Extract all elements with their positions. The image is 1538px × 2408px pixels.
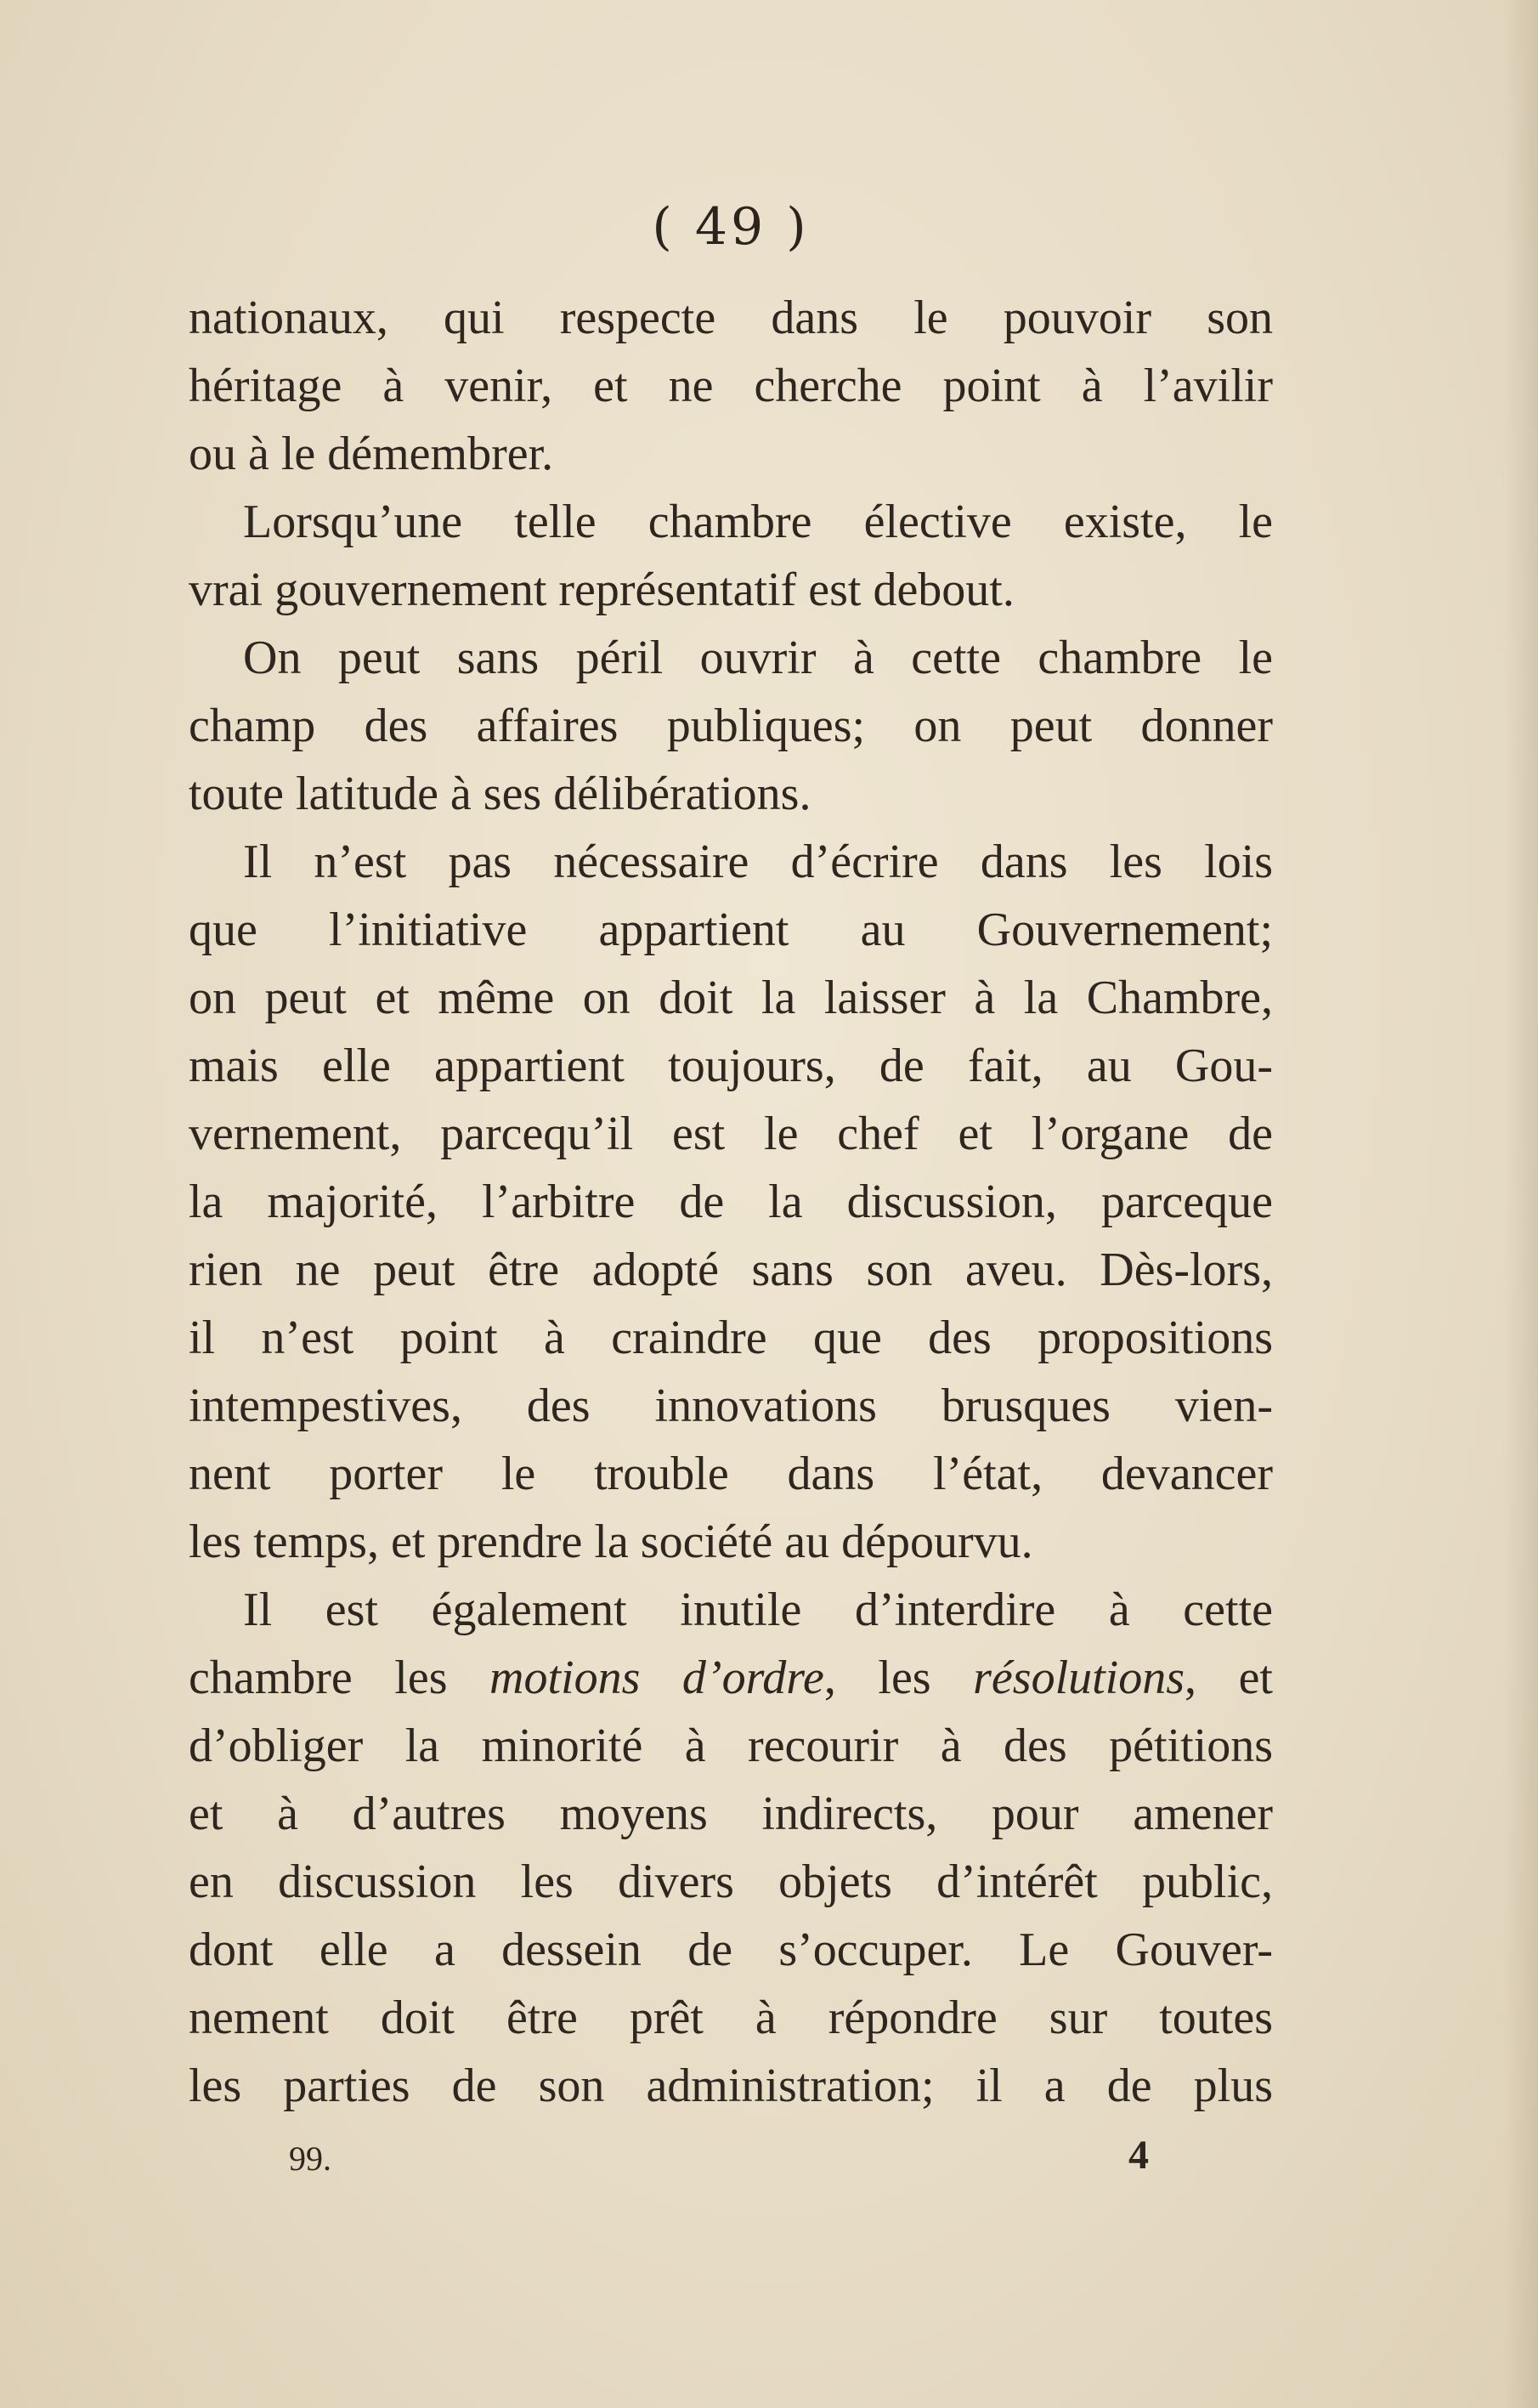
page-footer bbox=[0, 2133, 1538, 2190]
sheet-number: 4 bbox=[1128, 2133, 1149, 2178]
text-line: nationaux, qui respecte dans le pouvoir son bbox=[189, 292, 1273, 344]
text-line: la majorité, l’arbitre de la discussion, parceque bbox=[189, 1176, 1273, 1228]
text-line bbox=[189, 1644, 1273, 1712]
text-line: et à d’autres moyens indirects, pour amener bbox=[189, 1788, 1273, 1840]
signature-mark: 99. bbox=[289, 2139, 331, 2178]
text-line: Il n’est pas nécessaire d’écrire dans les lois bbox=[243, 836, 1273, 888]
text-line: les parties de son administration; il a de plus bbox=[189, 2060, 1273, 2112]
text-line: vrai gouvernement représentatif est debout. bbox=[189, 564, 1015, 616]
text-line: vernement, parcequ’il est le chef et l’organe de bbox=[189, 1108, 1273, 1160]
text-line: héritage à venir, et ne cherche point à l’avilir bbox=[189, 360, 1273, 412]
text-segment: chambre les bbox=[189, 1652, 490, 1704]
text-segment: , les bbox=[823, 1652, 974, 1704]
text-segment: , et bbox=[1185, 1652, 1273, 1704]
text-line: Lorsqu’une telle chambre élective existe, le bbox=[243, 496, 1273, 548]
italic-phrase: motions d’ordre bbox=[489, 1652, 824, 1704]
text-line: ou à le démembrer. bbox=[189, 428, 554, 480]
text-line: rien ne peut être adopté sans son aveu. Dès-lors, bbox=[189, 1244, 1273, 1296]
text-line: en discussion les divers objets d’intérêt public, bbox=[189, 1856, 1273, 1908]
text-line: les temps, et prendre la société au dépourvu. bbox=[189, 1516, 1033, 1568]
italic-phrase: résolutions bbox=[973, 1652, 1185, 1704]
text-line: toute latitude à ses délibérations. bbox=[189, 768, 811, 820]
text-line: On peut sans péril ouvrir à cette chambre le bbox=[243, 632, 1273, 684]
text-line: nent porter le trouble dans l’état, devancer bbox=[189, 1448, 1273, 1500]
text-line: dont elle a dessein de s’occuper. Le Gouver- bbox=[189, 1924, 1273, 1976]
text-line: il n’est point à craindre que des propositions bbox=[189, 1312, 1273, 1364]
text-line: on peut et même on doit la laisser à la Chambre, bbox=[189, 972, 1273, 1024]
text-line: nement doit être prêt à répondre sur toutes bbox=[189, 1992, 1273, 2044]
text-line: mais elle appartient toujours, de fait, au Gou- bbox=[189, 1040, 1273, 1092]
text-line: que l’initiative appartient au Gouvernement; bbox=[189, 904, 1273, 956]
page-edge-shadow bbox=[1504, 0, 1538, 2408]
text-line: champ des affaires publiques; on peut donner bbox=[189, 700, 1273, 752]
page-number: ( 49 ) bbox=[652, 197, 810, 257]
body-text bbox=[189, 284, 1273, 2120]
text-line: d’obliger la minorité à recourir à des pétitions bbox=[189, 1720, 1273, 1772]
text-line: intempestives, des innovations brusques vien- bbox=[189, 1380, 1273, 1432]
text-line: Il est également inutile d’interdire à cette bbox=[243, 1584, 1273, 1636]
